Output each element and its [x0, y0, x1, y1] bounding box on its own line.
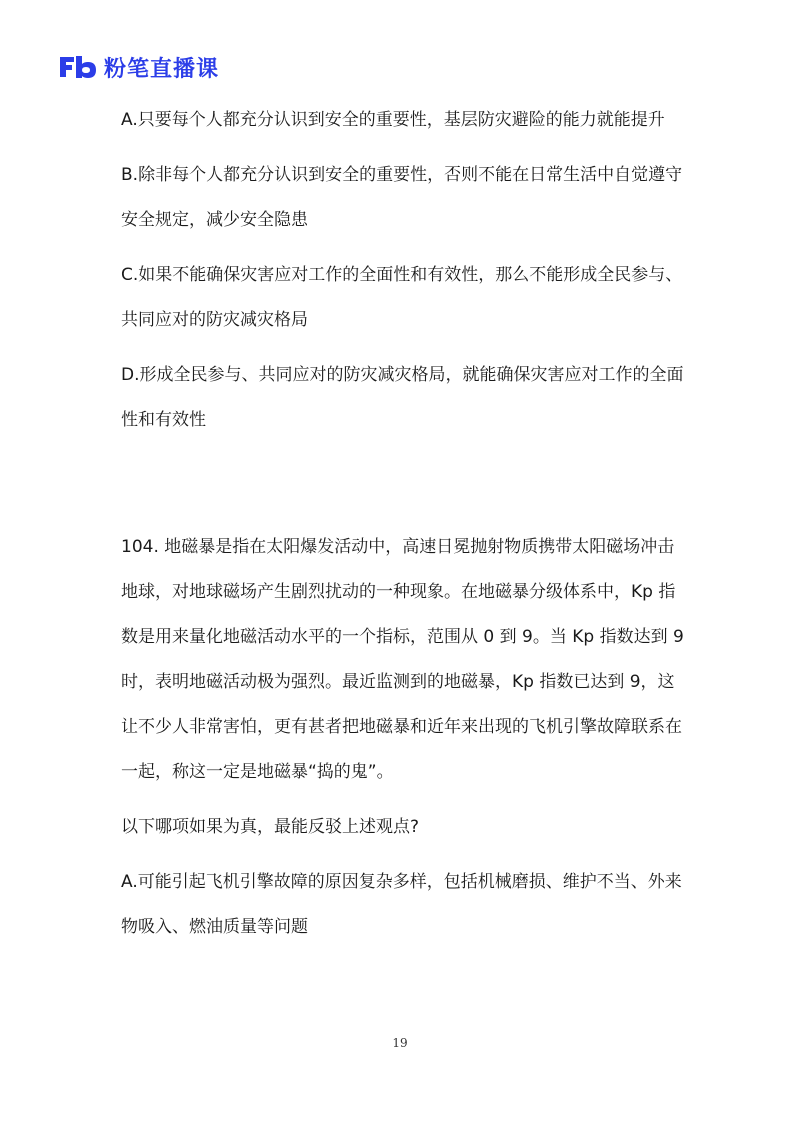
page-header — [58, 52, 219, 82]
q103-option-b: B.除非每个人都充分认识到安全的重要性，否则不能在日常生活中自觉遵守安全规定，减少安全隐患 — [121, 165, 683, 230]
fb-logo-icon — [58, 54, 98, 80]
q104-prompt: 以下哪项如果为真，最能反驳上述观点? — [121, 817, 420, 837]
q103-option-d: D.形成全民参与、共同应对的防灾减灾格局，就能确保灾害应对工作的全面性和有效性 — [121, 365, 684, 430]
q103-option-a: A.只要每个人都充分认识到安全的重要性，基层防灾避险的能力就能提升 — [121, 110, 665, 130]
q104-stem: 104. 地磁暴是指在太阳爆发活动中，高速日冕抛射物质携带太阳磁场冲击地球，对地球磁场产生剧烈扰动的一种现象。在地磁暴分级体系中，Kp 指数是用来量化地磁活动水平的一个指标，范围从 0 到 9。当 Kp 指数达到 9 时，表明地磁活动极为强烈。最近监测到的地磁暴，Kp 指数已达到 9，这让不少人非常害怕，更有甚者把地磁暴和近年来出现的飞机引擎故障联系在一起，称这一定是地磁暴“捣的鬼”。 — [121, 537, 684, 782]
q103-option-c: C.如果不能确保灾害应对工作的全面性和有效性，那么不能形成全民参与、共同应对的防灾减灾格局 — [121, 265, 683, 330]
q104-option-a: A.可能引起飞机引擎故障的原因复杂多样，包括机械磨损、维护不当、外来物吸入、燃油质量等问题 — [121, 872, 682, 937]
document-body — [121, 98, 687, 950]
brand-name: 粉笔直播课 — [104, 56, 220, 82]
page-number: 19 — [392, 1036, 408, 1050]
